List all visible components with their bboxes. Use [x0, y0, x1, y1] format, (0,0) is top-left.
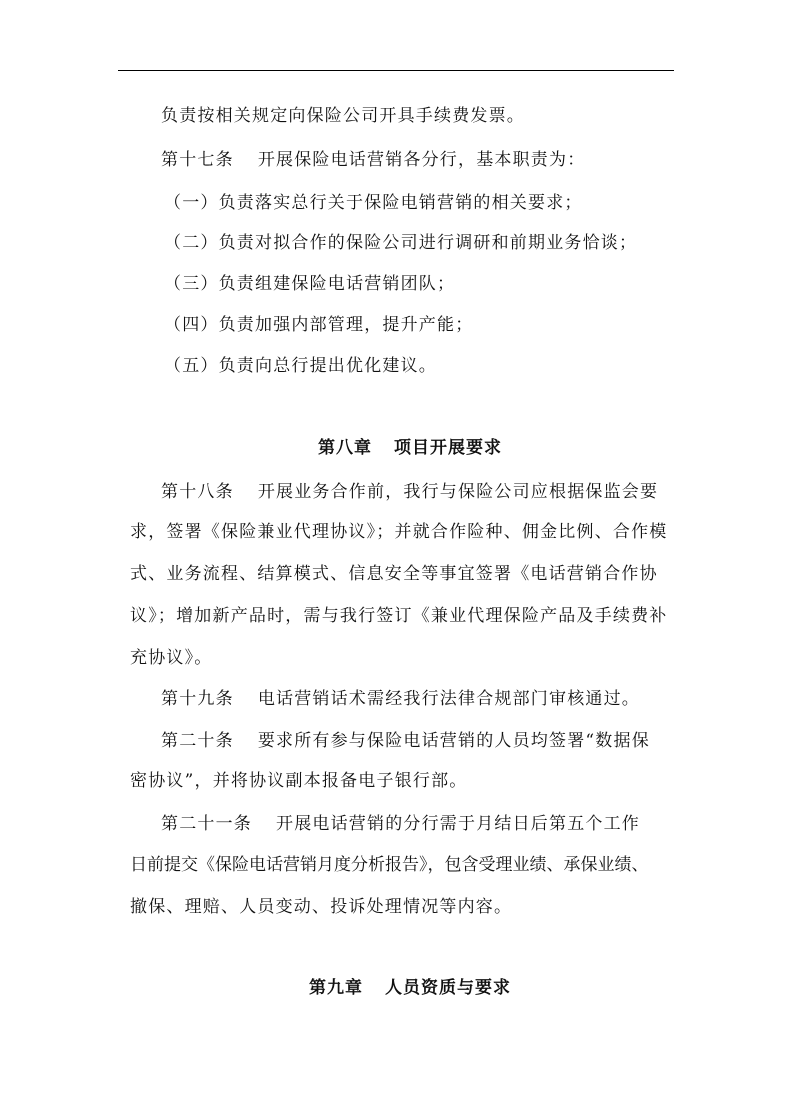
- paragraph-line: 式、业务流程、结算模式、信息安全等事宜签署《电话营销合作协: [130, 564, 658, 584]
- paragraph-line: 议》；增加新产品时，需与我行签订《兼业代理保险产品及手续费补: [130, 606, 668, 626]
- list-item: （一）负责落实总行关于保险电销营销的相关要求；: [164, 193, 583, 213]
- article-19: [161, 689, 640, 709]
- list-item: （五）负责向总行提出优化建议。: [164, 356, 437, 376]
- article-label: 第十七条: [161, 150, 234, 170]
- paragraph-line: 求，签署《保险兼业代理协议》；并就合作险种、佣金比例、合作模: [130, 522, 668, 542]
- chapter-number: 第八章: [318, 438, 372, 458]
- article-18: [161, 482, 658, 502]
- paragraph-line: 撤保、理赔、人员变动、投诉处理情况等内容。: [130, 897, 513, 917]
- article-text: 电话营销话术需经我行法律合规部门审核通过。: [257, 689, 641, 709]
- article-text: 要求所有参与保险电话营销的人员均签署“数据保: [257, 731, 650, 751]
- chapter-title: 项目开展要求: [394, 438, 502, 458]
- article-20: [161, 731, 650, 751]
- article-label: 第二十条: [161, 731, 234, 751]
- article-label: 第十八条: [161, 482, 234, 502]
- list-item: （二）负责对拟合作的保险公司进行调研和前期业务恰谈；: [164, 233, 638, 253]
- article-text: 开展保险电话营销各分行，基本职责为：: [257, 150, 586, 170]
- paragraph-line: 负责按相关规定向保险公司开具手续费发票。: [161, 106, 525, 126]
- chapter-number: 第九章: [309, 978, 363, 998]
- chapter-heading: [309, 978, 511, 998]
- article-17: [161, 150, 585, 170]
- chapter-title: 人员资质与要求: [385, 978, 511, 998]
- article-label: 第二十一条: [161, 814, 252, 834]
- article-21: [161, 814, 640, 834]
- header-rule: [118, 70, 674, 71]
- list-item: （三）负责组建保险电话营销团队；: [164, 274, 456, 294]
- paragraph-line: 充协议》。: [130, 648, 213, 668]
- paragraph-line: 密协议”，并将协议副本报备电子银行部。: [130, 771, 468, 791]
- list-item: （四）负责加强内部管理，提升产能；: [164, 315, 474, 335]
- chapter-heading: [318, 438, 502, 458]
- article-text: 开展业务合作前，我行与保险公司应根据保监会要: [257, 482, 659, 502]
- article-label: 第十九条: [161, 689, 234, 709]
- paragraph-line: 日前提交《保险电话营销月度分析报告》，包含受理业绩、承保业绩、: [130, 855, 649, 875]
- article-text: 开展电话营销的分行需于月结日后第五个工作: [276, 814, 640, 834]
